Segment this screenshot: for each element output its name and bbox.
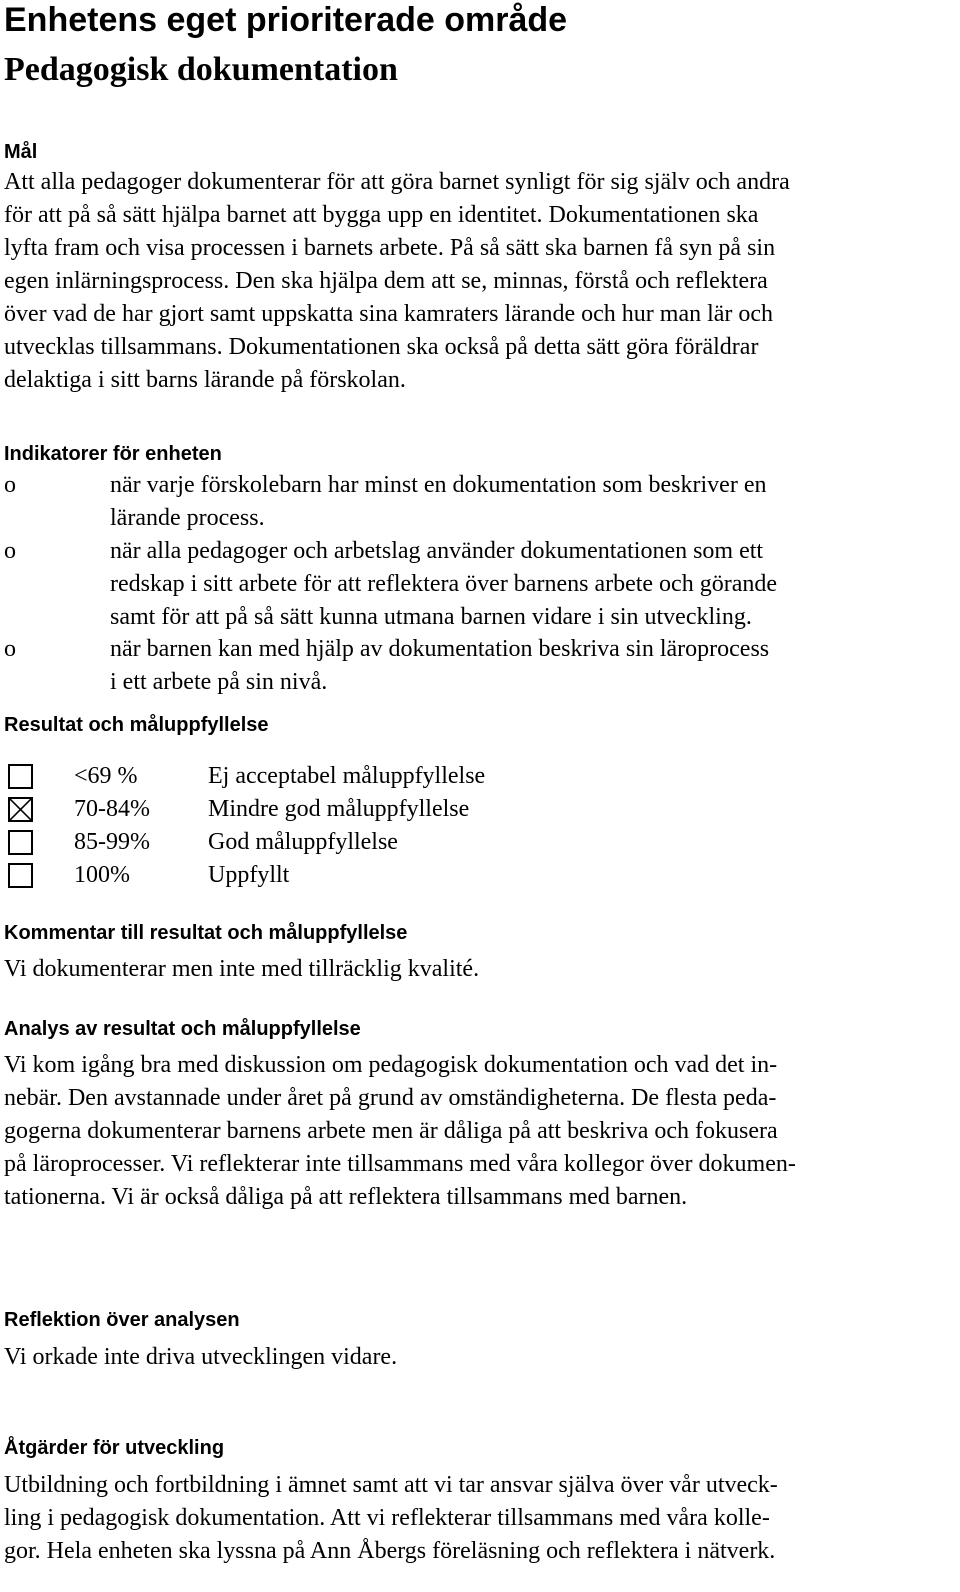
mal-line: för att på så sätt hjälpa barnet att bygga upp en identitet. Dokumentationen ska xyxy=(4,202,759,228)
indicator-line: när barnen kan med hjälp av dokumentation beskriva sin läroprocess xyxy=(110,636,770,662)
mal-line: över vad de har gjort samt uppskatta sina kamraters lärande och hur man lär och xyxy=(4,301,774,327)
section-heading-mal: Mål xyxy=(4,141,38,163)
page-title: Enhetens eget prioriterade område xyxy=(4,1,568,39)
section-heading-analys: Analys av resultat och måluppfyllelse xyxy=(4,1018,361,1040)
indicator-line: lärande process. xyxy=(110,505,265,531)
indicator-line: när varje förskolebarn har minst en dokumentation som beskriver en xyxy=(110,472,767,498)
checkbox-empty[interactable] xyxy=(8,863,33,888)
analys-line: tationerna. Vi är också dåliga på att reflektera tillsammans med barnen. xyxy=(4,1184,688,1210)
section-heading-kommentar: Kommentar till resultat och måluppfyllelse xyxy=(4,922,408,944)
section-heading-reflektion: Reflektion över analysen xyxy=(4,1309,240,1331)
analys-line: Vi kom igång bra med diskussion om pedagogisk dokumentation och vad det in- xyxy=(4,1052,778,1078)
checkbox-checked[interactable] xyxy=(8,797,33,822)
section-heading-atgarder: Åtgärder för utveckling xyxy=(4,1437,225,1459)
section-heading-indikatorer: Indikatorer för enheten xyxy=(4,443,222,465)
bullet-marker: o xyxy=(4,472,16,498)
section-heading-resultat: Resultat och måluppfyllelse xyxy=(4,714,269,736)
analys-line: gogerna dokumenterar barnens arbete men är dåliga på att beskriva och fokusera xyxy=(4,1118,778,1144)
mal-line: Att alla pedagoger dokumenterar för att göra barnet synligt för sig själv och andra xyxy=(4,169,790,195)
indicator-line: redskap i sitt arbete för att reflektera över barnens arbete och görande xyxy=(110,571,778,597)
atgarder-line: ling i pedagogisk dokumentation. Att vi reflekterar tillsammans med våra kolle- xyxy=(4,1505,770,1531)
result-label: Uppfyllt xyxy=(208,862,290,888)
result-range: 85-99% xyxy=(74,829,150,855)
result-range: 70-84% xyxy=(74,796,150,822)
indicator-item xyxy=(4,469,949,535)
result-label: God måluppfyllelse xyxy=(208,829,398,855)
checkbox-empty[interactable] xyxy=(8,764,33,789)
mal-line: utvecklas tillsammans. Dokumentationen ska också på detta sätt göra föräldrar xyxy=(4,334,759,360)
indicator-item xyxy=(4,633,949,699)
indicator-line: när alla pedagoger och arbetslag använder dokumentationen som ett xyxy=(110,538,764,564)
result-range: 100% xyxy=(74,862,130,888)
mal-line: delaktiga i sitt barns lärande på förskolan. xyxy=(4,367,406,393)
result-label: Mindre god måluppfyllelse xyxy=(208,796,470,822)
analys-line: nebär. Den avstannade under året på grund av omständigheterna. De flesta peda- xyxy=(4,1085,777,1111)
analys-line: på läroprocesser. Vi reflekterar inte tillsammans med våra kollegor över dokumen- xyxy=(4,1151,796,1177)
page-subtitle: Pedagogisk dokumentation xyxy=(4,51,398,88)
bullet-marker: o xyxy=(4,636,16,662)
result-range: <69 % xyxy=(74,763,138,789)
atgarder-line: gor. Hela enheten ska lyssna på Ann Åbergs föreläsning och reflektera i nätverk. xyxy=(4,1538,776,1564)
mal-line: lyfta fram och visa processen i barnets arbete. På så sätt ska barnen få syn på sin xyxy=(4,235,776,261)
mal-paragraph xyxy=(4,166,944,397)
result-label: Ej acceptabel måluppfyllelse xyxy=(208,763,486,789)
indicator-line: samt för att på så sätt kunna utmana barnen vidare i sin utveckling. xyxy=(110,604,752,630)
mal-line: egen inlärningsprocess. Den ska hjälpa dem att se, minnas, förstå och reflektera xyxy=(4,268,768,294)
bullet-marker: o xyxy=(4,538,16,564)
atgarder-paragraph xyxy=(4,1469,944,1568)
indicator-item xyxy=(4,535,949,634)
cross-check-icon xyxy=(10,799,31,820)
atgarder-line: Utbildning och fortbildning i ämnet samt att vi tar ansvar själva över vår utveck- xyxy=(4,1472,778,1498)
analys-paragraph xyxy=(4,1049,944,1214)
indicator-line: i ett arbete på sin nivå. xyxy=(110,669,328,695)
kommentar-text: Vi dokumenterar men inte med tillräcklig kvalité. xyxy=(4,956,480,982)
checkbox-empty[interactable] xyxy=(8,830,33,855)
reflektion-text: Vi orkade inte driva utvecklingen vidare. xyxy=(4,1344,398,1370)
